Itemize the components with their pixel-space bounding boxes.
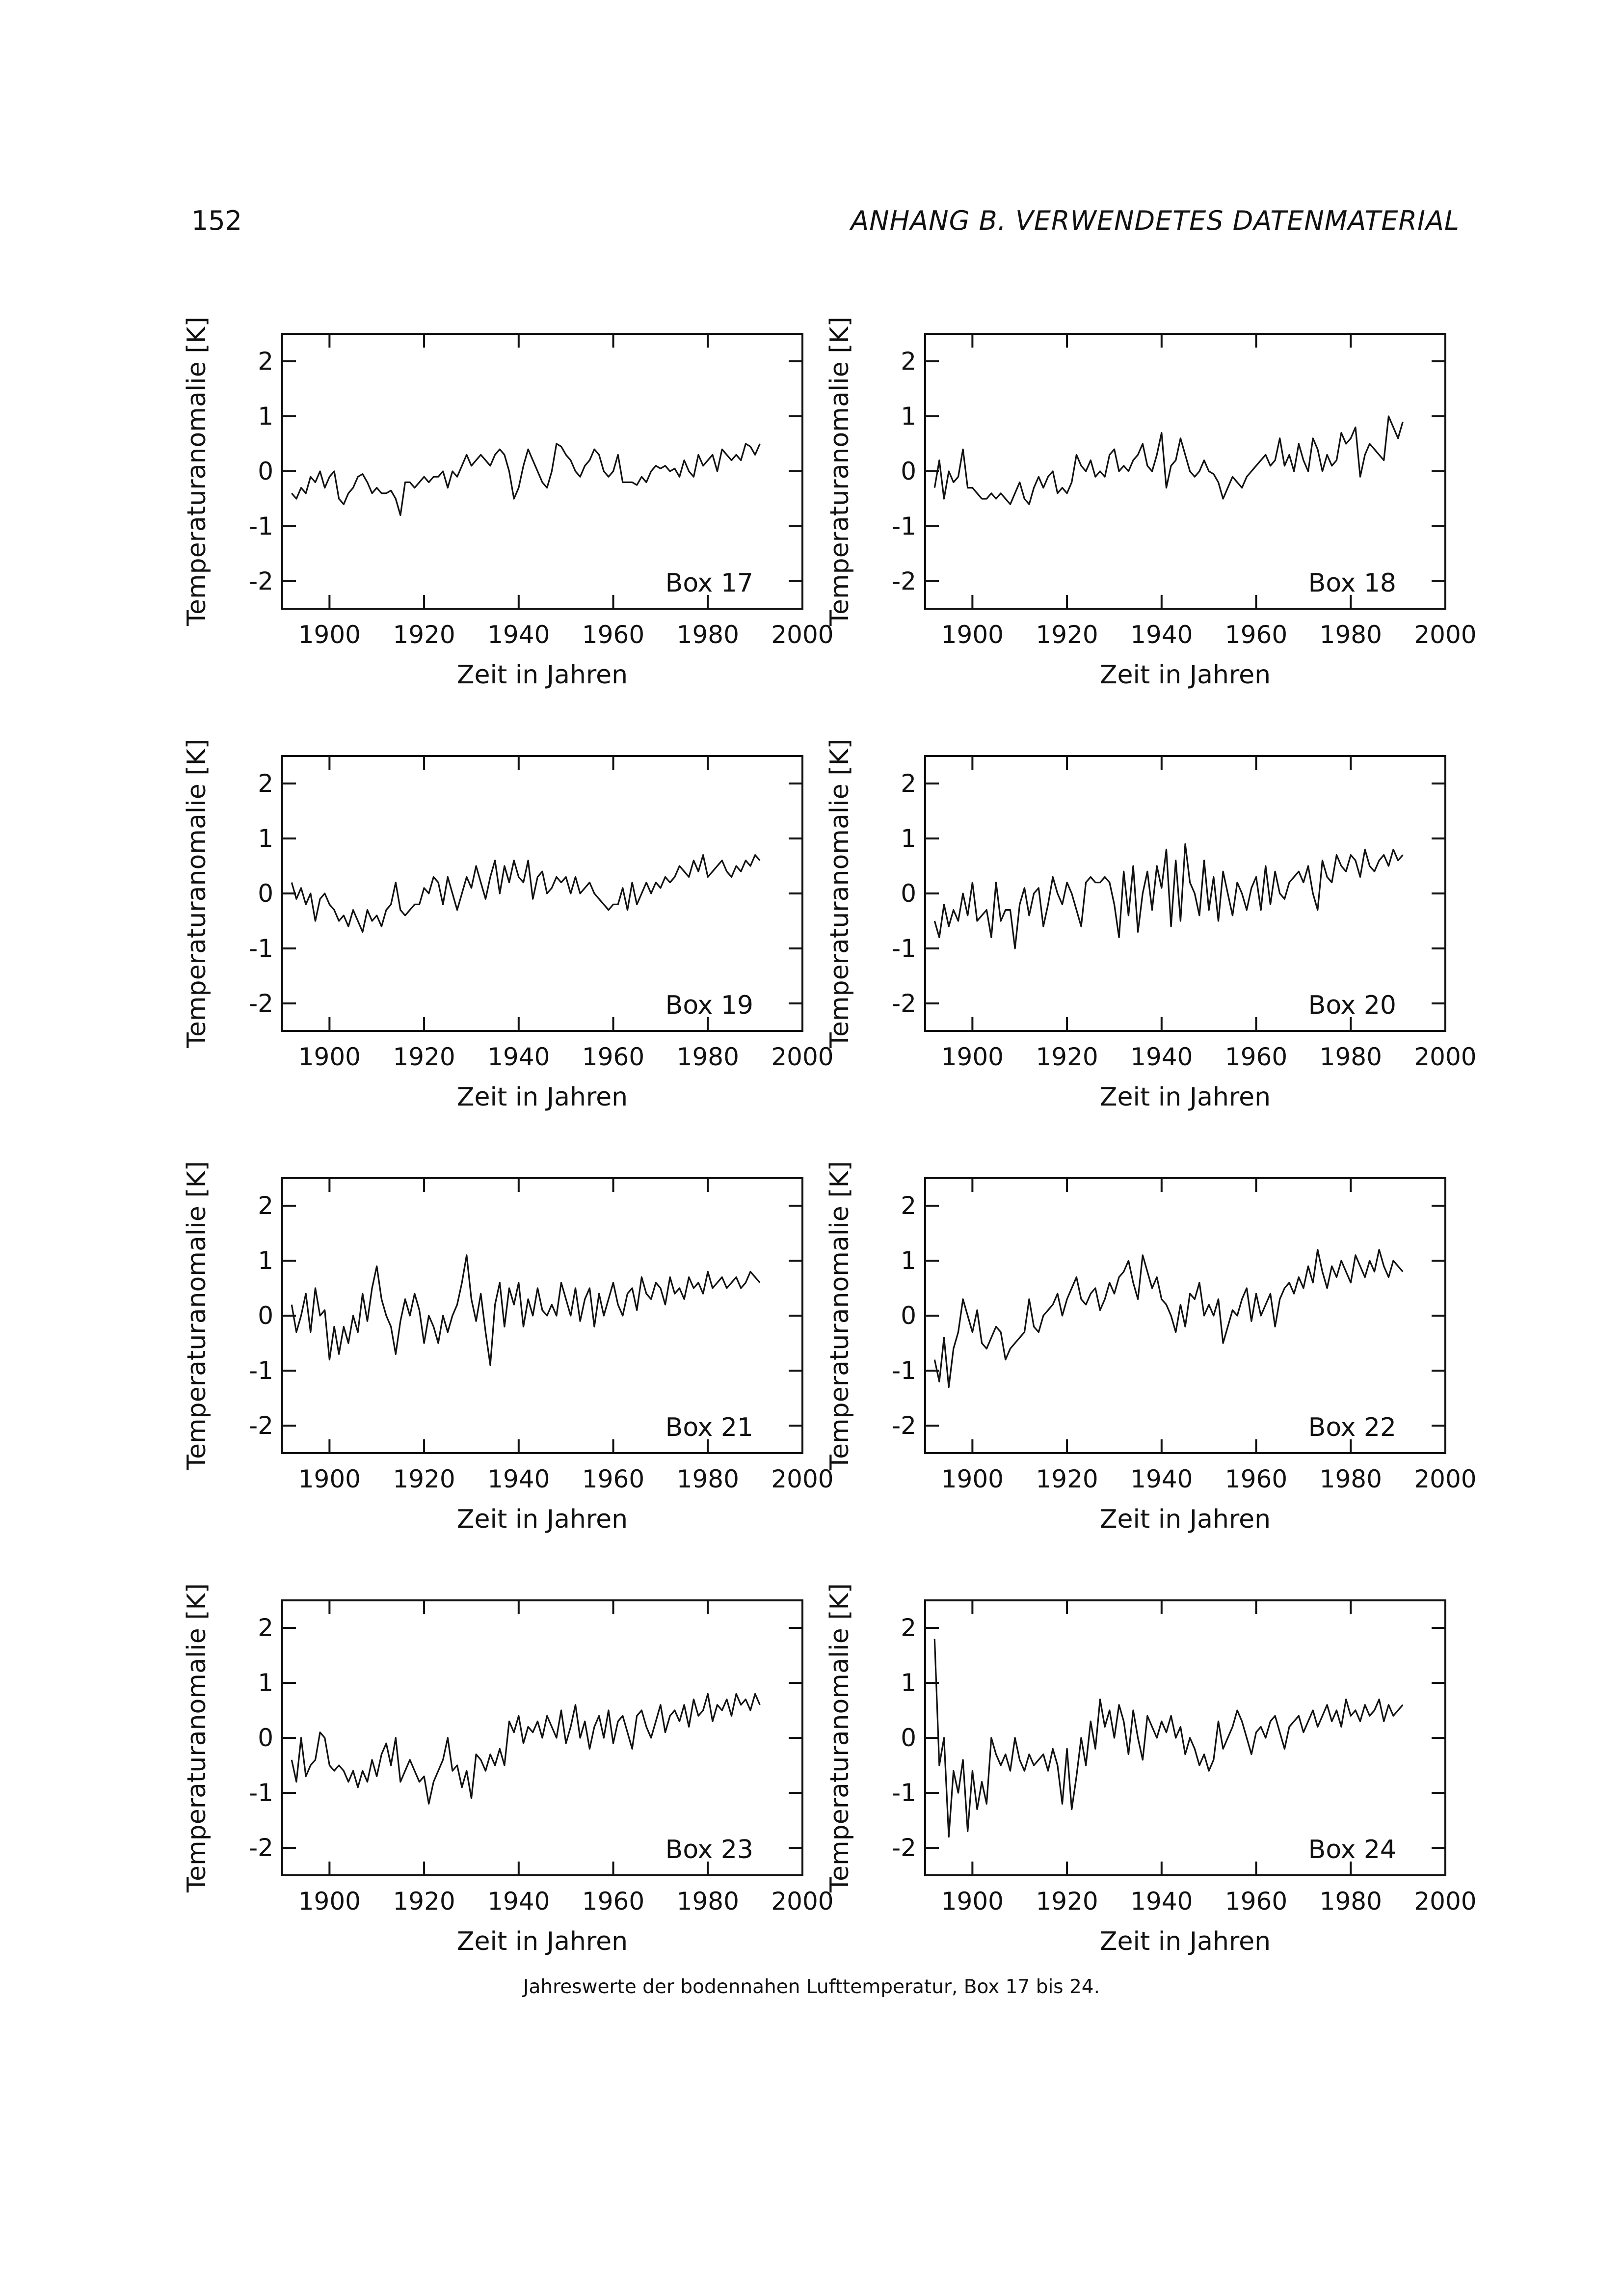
y-tick-label: -2 bbox=[249, 989, 273, 1018]
x-axis-label: Zeit in Jahren bbox=[456, 1505, 628, 1534]
box-label: Box 21 bbox=[665, 1413, 753, 1442]
y-axis-label: Temperaturanomalie [K] bbox=[825, 317, 854, 626]
x-tick-label: 2000 bbox=[771, 1887, 834, 1916]
x-tick-label: 1940 bbox=[1130, 1887, 1193, 1916]
series-line bbox=[934, 416, 1403, 504]
x-tick-label: 1960 bbox=[1224, 1465, 1288, 1493]
x-tick-label: 1920 bbox=[393, 1465, 455, 1493]
x-tick-label: 2000 bbox=[1414, 1043, 1477, 1071]
x-tick-label: 1960 bbox=[1224, 621, 1288, 649]
y-tick-label: -2 bbox=[892, 1834, 916, 1862]
x-tick-label: 1980 bbox=[1319, 1465, 1382, 1493]
chart-panel bbox=[182, 1161, 839, 1605]
x-tick-label: 1900 bbox=[298, 1465, 361, 1493]
y-tick-label: -1 bbox=[892, 1356, 916, 1385]
y-tick-label: 2 bbox=[901, 347, 916, 376]
x-tick-label: 1960 bbox=[1224, 1043, 1288, 1071]
x-tick-label: 1940 bbox=[487, 1043, 550, 1071]
x-tick-label: 1940 bbox=[487, 1465, 550, 1493]
x-tick-label: 1960 bbox=[582, 621, 645, 649]
y-tick-label: -1 bbox=[249, 934, 273, 963]
y-tick-label: -2 bbox=[249, 567, 273, 595]
x-tick-label: 1900 bbox=[298, 1887, 361, 1916]
x-tick-label: 1940 bbox=[1130, 621, 1193, 649]
line-chart bbox=[825, 739, 1482, 1183]
y-axis-label: Temperaturanomalie [K] bbox=[825, 739, 854, 1048]
box-label: Box 24 bbox=[1308, 1835, 1396, 1864]
y-tick-label: 1 bbox=[901, 402, 916, 431]
x-axis-label: Zeit in Jahren bbox=[456, 1927, 628, 1956]
chart-panel bbox=[825, 317, 1482, 761]
y-tick-label: 0 bbox=[258, 1724, 273, 1752]
y-tick-label: 2 bbox=[258, 1191, 273, 1220]
x-axis-label: Zeit in Jahren bbox=[456, 1082, 628, 1112]
x-tick-label: 1960 bbox=[582, 1887, 645, 1916]
series-line bbox=[934, 844, 1403, 948]
y-tick-label: 1 bbox=[258, 1246, 273, 1275]
x-tick-label: 1940 bbox=[487, 1887, 550, 1916]
x-tick-label: 1900 bbox=[941, 1043, 1004, 1071]
x-tick-label: 1980 bbox=[1319, 1043, 1382, 1071]
y-axis-label: Temperaturanomalie [K] bbox=[825, 1161, 854, 1470]
x-tick-label: 2000 bbox=[1414, 1465, 1477, 1493]
box-label: Box 19 bbox=[665, 991, 753, 1020]
y-tick-label: 0 bbox=[258, 879, 273, 908]
y-tick-label: -2 bbox=[892, 567, 916, 595]
y-tick-label: 2 bbox=[258, 347, 273, 376]
x-tick-label: 1900 bbox=[298, 621, 361, 649]
y-axis-label: Temperaturanomalie [K] bbox=[182, 1583, 212, 1892]
y-tick-label: -1 bbox=[249, 512, 273, 540]
plot-frame bbox=[925, 1600, 1445, 1875]
x-tick-label: 1920 bbox=[393, 1887, 455, 1916]
x-tick-label: 1980 bbox=[676, 1465, 739, 1493]
y-tick-label: 1 bbox=[901, 1246, 916, 1275]
x-axis-label: Zeit in Jahren bbox=[1099, 1505, 1271, 1534]
line-chart bbox=[825, 1583, 1482, 2027]
y-tick-label: -2 bbox=[249, 1411, 273, 1440]
x-tick-label: 1920 bbox=[1036, 1465, 1098, 1493]
x-tick-label: 2000 bbox=[771, 621, 834, 649]
line-chart bbox=[182, 1583, 839, 2027]
x-tick-label: 1980 bbox=[676, 621, 739, 649]
plot-frame bbox=[282, 756, 802, 1031]
y-tick-label: 1 bbox=[901, 824, 916, 853]
y-tick-label: 2 bbox=[901, 769, 916, 798]
y-tick-label: -1 bbox=[249, 1356, 273, 1385]
chart-panel bbox=[182, 1583, 839, 2027]
x-tick-label: 1920 bbox=[1036, 1887, 1098, 1916]
y-tick-label: -1 bbox=[249, 1779, 273, 1807]
series-line bbox=[934, 1250, 1403, 1387]
y-axis-label: Temperaturanomalie [K] bbox=[825, 1583, 854, 1892]
x-tick-label: 1960 bbox=[582, 1043, 645, 1071]
x-axis-label: Zeit in Jahren bbox=[456, 660, 628, 690]
x-tick-label: 1900 bbox=[941, 621, 1004, 649]
y-tick-label: -2 bbox=[249, 1834, 273, 1862]
plot-frame bbox=[925, 1178, 1445, 1453]
line-chart bbox=[825, 1161, 1482, 1605]
y-tick-label: 0 bbox=[901, 1724, 916, 1752]
x-tick-label: 1940 bbox=[1130, 1043, 1193, 1071]
y-tick-label: 0 bbox=[258, 457, 273, 486]
line-chart bbox=[182, 739, 839, 1183]
x-tick-label: 1980 bbox=[676, 1043, 739, 1071]
y-tick-label: 0 bbox=[901, 1301, 916, 1330]
line-chart bbox=[825, 317, 1482, 761]
y-axis-label: Temperaturanomalie [K] bbox=[182, 1161, 212, 1470]
y-tick-label: 0 bbox=[258, 1301, 273, 1330]
y-tick-label: -1 bbox=[892, 934, 916, 963]
plot-frame bbox=[282, 334, 802, 609]
x-tick-label: 1960 bbox=[1224, 1887, 1288, 1916]
plot-frame bbox=[925, 756, 1445, 1031]
figure-caption: Jahreswerte der bodennahen Lufttemperatur, Box 17 bis 24. bbox=[523, 1976, 1100, 1998]
x-tick-label: 2000 bbox=[771, 1043, 834, 1071]
x-tick-label: 1900 bbox=[298, 1043, 361, 1071]
box-label: Box 20 bbox=[1308, 991, 1396, 1020]
box-label: Box 18 bbox=[1308, 568, 1396, 598]
box-label: Box 17 bbox=[665, 568, 753, 598]
box-label: Box 22 bbox=[1308, 1413, 1396, 1442]
running-head: ANHANG B. VERWENDETES DATENMATERIAL bbox=[851, 205, 1460, 236]
chart-panel bbox=[825, 739, 1482, 1183]
x-tick-label: 1920 bbox=[393, 621, 455, 649]
x-tick-label: 1920 bbox=[1036, 621, 1098, 649]
x-tick-label: 2000 bbox=[1414, 1887, 1477, 1916]
x-tick-label: 1980 bbox=[676, 1887, 739, 1916]
y-tick-label: 2 bbox=[901, 1191, 916, 1220]
box-label: Box 23 bbox=[665, 1835, 753, 1864]
series-line bbox=[292, 444, 760, 515]
chart-panel bbox=[825, 1161, 1482, 1605]
plot-frame bbox=[925, 334, 1445, 609]
x-tick-label: 1900 bbox=[941, 1465, 1004, 1493]
y-axis-label: Temperaturanomalie [K] bbox=[182, 739, 212, 1048]
chart-panel bbox=[182, 317, 839, 761]
x-tick-label: 1940 bbox=[487, 621, 550, 649]
y-tick-label: -2 bbox=[892, 989, 916, 1018]
series-line bbox=[934, 1639, 1403, 1837]
y-tick-label: 2 bbox=[258, 769, 273, 798]
x-axis-label: Zeit in Jahren bbox=[1099, 1927, 1271, 1956]
y-tick-label: 1 bbox=[258, 402, 273, 431]
y-tick-label: 1 bbox=[901, 1669, 916, 1697]
series-line bbox=[292, 1694, 760, 1804]
x-tick-label: 1920 bbox=[393, 1043, 455, 1071]
chart-panel bbox=[825, 1583, 1482, 2027]
x-axis-label: Zeit in Jahren bbox=[1099, 660, 1271, 690]
line-chart bbox=[182, 317, 839, 761]
y-tick-label: 2 bbox=[901, 1614, 916, 1642]
series-line bbox=[292, 1255, 760, 1365]
series-line bbox=[292, 855, 760, 932]
x-axis-label: Zeit in Jahren bbox=[1099, 1082, 1271, 1112]
y-tick-label: 2 bbox=[258, 1614, 273, 1642]
y-tick-label: 0 bbox=[901, 457, 916, 486]
y-tick-label: 1 bbox=[258, 824, 273, 853]
y-tick-label: -1 bbox=[892, 512, 916, 540]
x-tick-label: 1920 bbox=[1036, 1043, 1098, 1071]
x-tick-label: 2000 bbox=[1414, 621, 1477, 649]
x-tick-label: 1900 bbox=[941, 1887, 1004, 1916]
x-tick-label: 1940 bbox=[1130, 1465, 1193, 1493]
x-tick-label: 1960 bbox=[582, 1465, 645, 1493]
page-number: 152 bbox=[191, 205, 242, 236]
chart-panel bbox=[182, 739, 839, 1183]
y-tick-label: 1 bbox=[258, 1669, 273, 1697]
x-tick-label: 2000 bbox=[771, 1465, 834, 1493]
x-tick-label: 1980 bbox=[1319, 1887, 1382, 1916]
y-tick-label: -2 bbox=[892, 1411, 916, 1440]
y-axis-label: Temperaturanomalie [K] bbox=[182, 317, 212, 626]
y-tick-label: 0 bbox=[901, 879, 916, 908]
line-chart bbox=[182, 1161, 839, 1605]
y-tick-label: -1 bbox=[892, 1779, 916, 1807]
x-tick-label: 1980 bbox=[1319, 621, 1382, 649]
